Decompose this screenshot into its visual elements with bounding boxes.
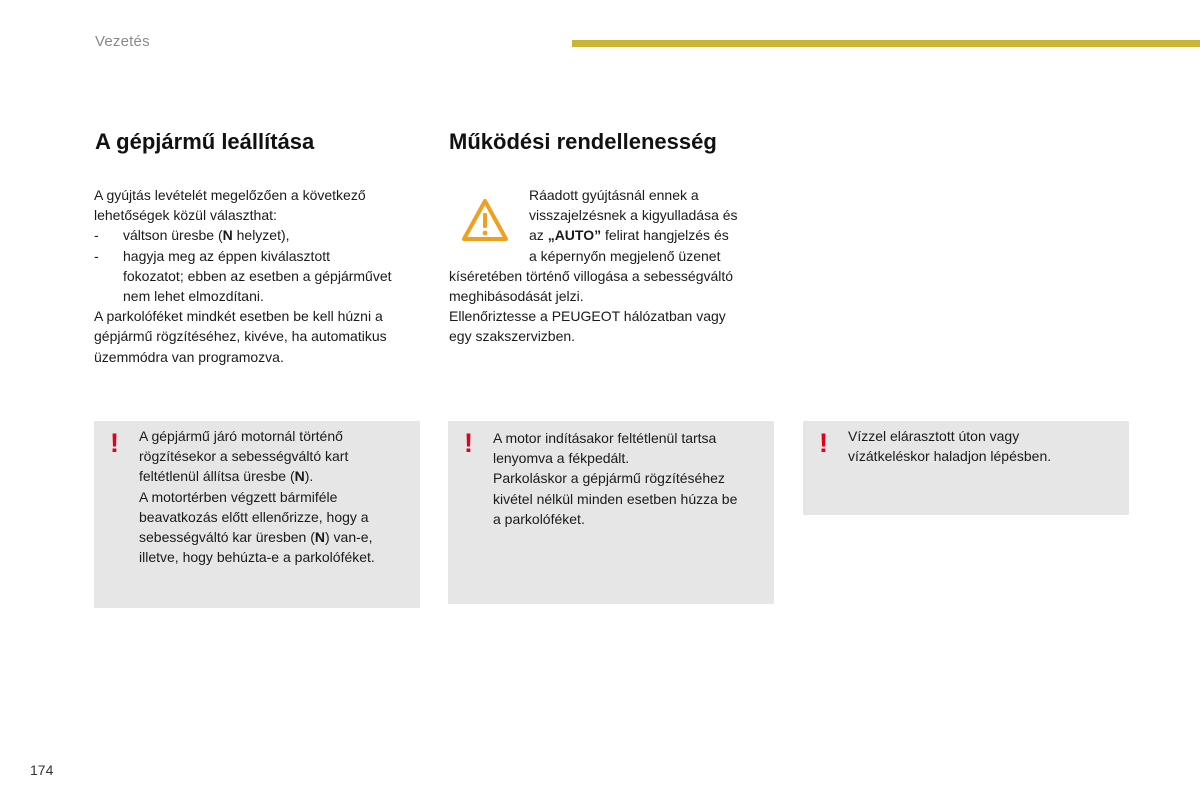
text-line: Vízzel elárasztott úton vagy bbox=[848, 428, 1020, 444]
list-text: váltson üresbe ( bbox=[123, 227, 223, 244]
list-text: hagyja meg az éppen kiválasztott bbox=[123, 247, 331, 264]
text-fragment: ) van-e, bbox=[325, 529, 373, 546]
text-line: kíséretében történő villogása a sebességváltó bbox=[449, 267, 734, 284]
note-text bbox=[848, 426, 1118, 466]
list-item bbox=[94, 225, 429, 245]
text-line: illetve, hogy behúzta-e a parkolóféket. bbox=[139, 549, 375, 566]
text-fragment: az bbox=[529, 227, 548, 244]
list-text: nem lehet elmozdítani. bbox=[123, 288, 264, 305]
text-fragment: ). bbox=[304, 468, 314, 485]
list-dash: - bbox=[94, 227, 99, 244]
text-line bbox=[139, 527, 409, 547]
list-text: fokozatot; ebben az esetben a gépjárművet bbox=[123, 267, 392, 284]
exclamation-icon: ! bbox=[819, 428, 828, 458]
list-item bbox=[94, 246, 429, 307]
text-line bbox=[449, 225, 779, 245]
page-number: 174 bbox=[30, 762, 54, 778]
text-line: A motor indításakor feltétlenül tartsa bbox=[493, 430, 717, 446]
text-line: A parkolóféket mindkét esetben be kell húzni a bbox=[94, 308, 383, 325]
text-line: lenyomva a fékpedált. bbox=[493, 450, 630, 467]
list-text: helyzet), bbox=[232, 227, 290, 244]
text-line: a képernyőn megjelenő üzenet bbox=[529, 247, 721, 264]
text-line: vízátkeléskor haladjon lépésben. bbox=[848, 448, 1052, 465]
stopping-vehicle-text bbox=[94, 185, 429, 367]
text-line: A gépjármű járó motornál történő bbox=[139, 428, 343, 444]
text-line: a parkolóféket. bbox=[493, 510, 585, 527]
note-text bbox=[139, 426, 409, 567]
text-line: Ellenőriztesse a PEUGEOT hálózatban vagy bbox=[449, 308, 726, 325]
text-line bbox=[139, 466, 409, 486]
text-line: visszajelzésnek a kigyulladása és bbox=[529, 207, 738, 224]
header-accent-bar bbox=[572, 40, 1200, 47]
text-line: egy szakszervizben. bbox=[449, 328, 576, 345]
text-line: lehetőségek közül választhat: bbox=[94, 207, 277, 224]
list-dash: - bbox=[94, 247, 99, 264]
text-line: kivétel nélkül minden esetben húzza be bbox=[493, 490, 738, 507]
text-line: üzemmódra van programozva. bbox=[94, 348, 284, 365]
text-line: A gyújtás levételét megelőzően a következő bbox=[94, 187, 366, 203]
text-line: beavatkozás előtt ellenőrizze, hogy a bbox=[139, 508, 369, 525]
note-text bbox=[493, 428, 763, 529]
text-line: meghibásodását jelzi. bbox=[449, 288, 584, 305]
text-fragment: felirat hangjelzés és bbox=[601, 227, 729, 244]
auto-label: „AUTO” bbox=[547, 227, 602, 244]
text-fragment: feltétlenül állítsa üresbe ( bbox=[139, 468, 295, 485]
text-line: Ráadott gyújtásnál ennek a bbox=[529, 187, 699, 203]
title-stopping-vehicle: A gépjármű leállítása bbox=[95, 129, 315, 154]
gear-n-label: N bbox=[294, 468, 305, 485]
title-malfunction: Működési rendellenesség bbox=[449, 129, 717, 154]
section-label: Vezetés bbox=[95, 33, 150, 50]
exclamation-icon: ! bbox=[464, 428, 473, 458]
note-box-engine-running bbox=[94, 421, 420, 608]
text-line: rögzítésekor a sebességváltó kart bbox=[139, 448, 349, 465]
text-line: A motortérben végzett bármiféle bbox=[139, 488, 338, 505]
exclamation-icon: ! bbox=[110, 428, 119, 458]
text-fragment: sebességváltó kar üresben ( bbox=[139, 529, 315, 546]
malfunction-text bbox=[449, 185, 779, 347]
text-line: gépjármű rögzítéséhez, kivéve, ha automatikus bbox=[94, 328, 387, 345]
gear-n-label: N bbox=[222, 227, 233, 244]
gear-n-label: N bbox=[314, 529, 325, 546]
note-box-engine-start bbox=[448, 421, 774, 604]
note-box-flooded-road bbox=[803, 421, 1129, 515]
text-line: Parkoláskor a gépjármű rögzítéséhez bbox=[493, 470, 725, 487]
